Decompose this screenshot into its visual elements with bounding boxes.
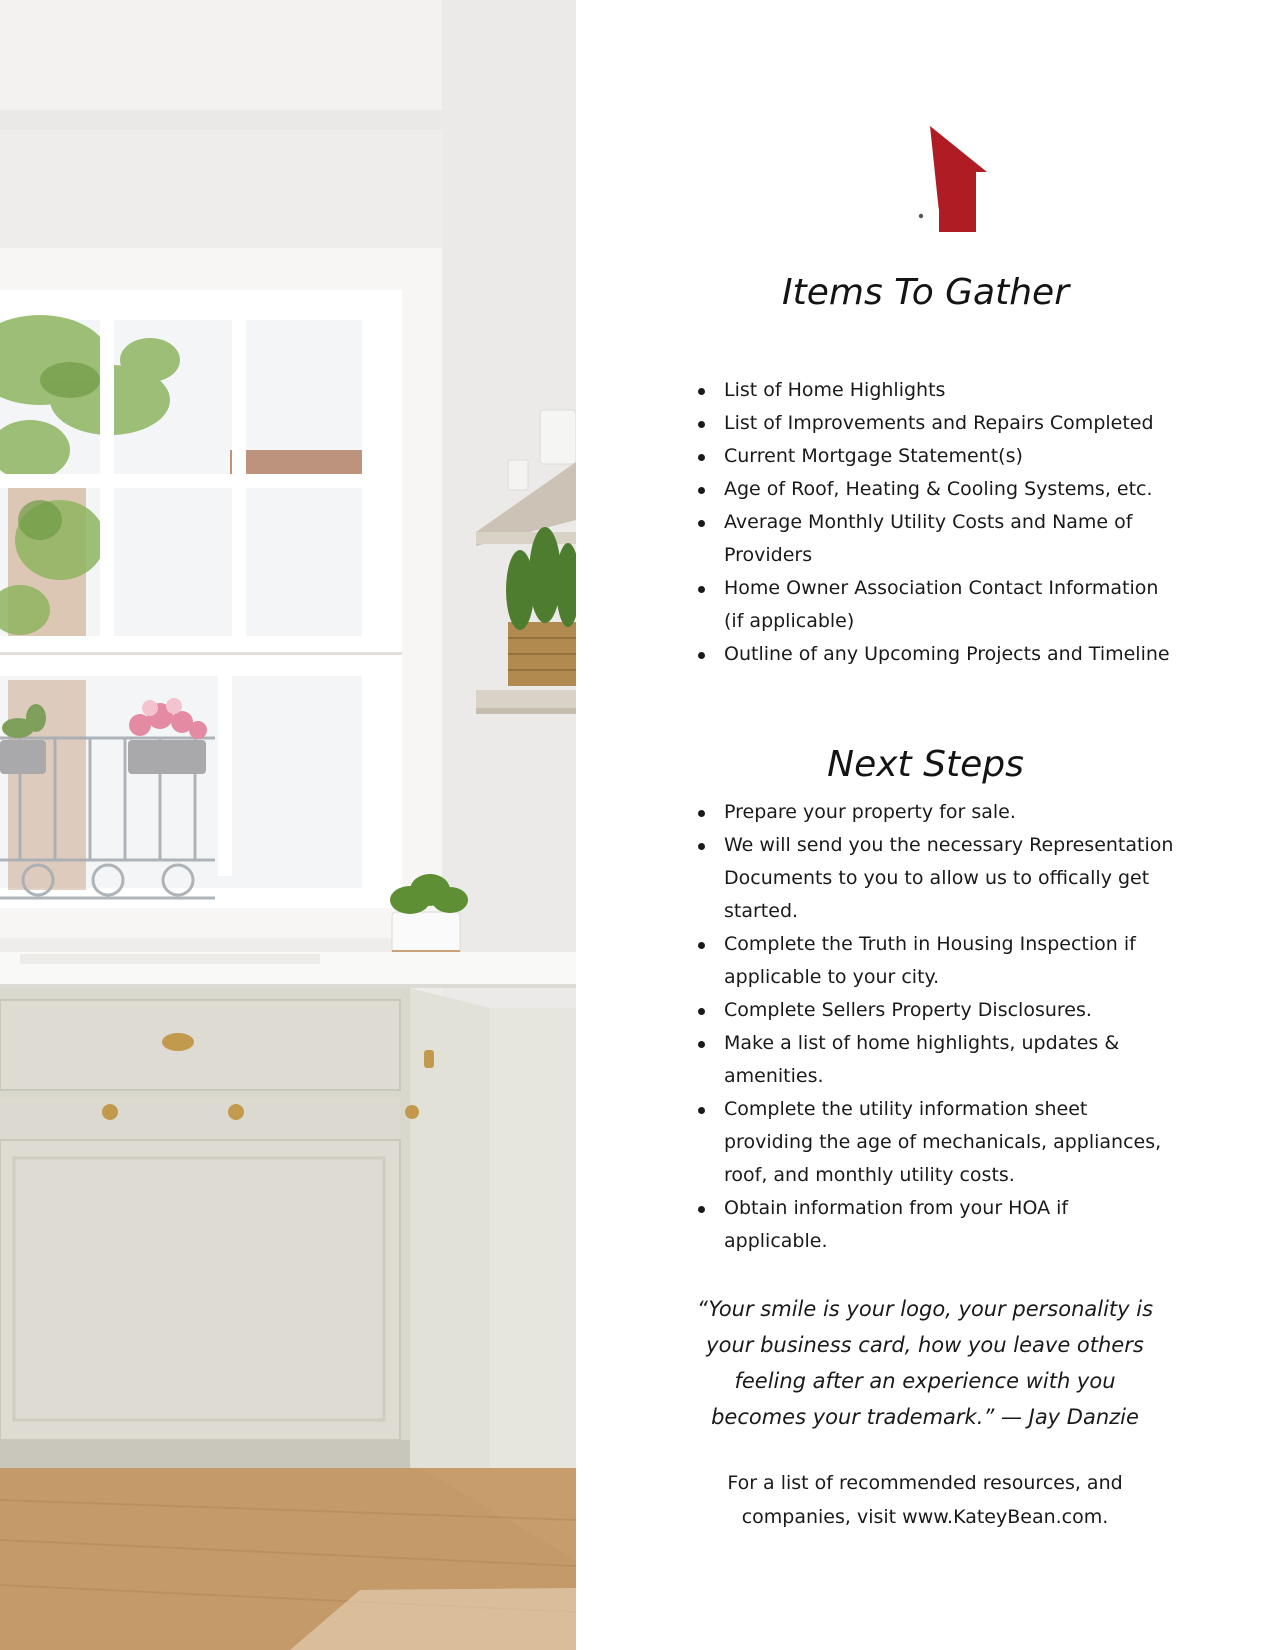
list-item: Average Monthly Utility Costs and Name of Providers (696, 506, 1176, 572)
next-steps-heading: Next Steps (827, 744, 1024, 785)
list-item: Prepare your property for sale. (696, 796, 1176, 829)
list-item: We will send you the necessary Representation Documents to you to allow us to offically get started. (696, 829, 1176, 928)
list-item: Complete Sellers Property Disclosures. (696, 994, 1176, 1027)
list-item: List of Home Highlights (696, 374, 1176, 407)
items-to-gather-list (696, 374, 1176, 671)
house-icon (873, 126, 987, 232)
list-item: Current Mortgage Statement(s) (696, 440, 1176, 473)
list-item: Outline of any Upcoming Projects and Timeline (696, 638, 1176, 671)
next-steps-list (696, 796, 1176, 1258)
list-item: Home Owner Association Contact Information (if applicable) (696, 572, 1176, 638)
content-panel (576, 0, 1275, 1650)
list-item: List of Improvements and Repairs Completed (696, 407, 1176, 440)
list-item: Age of Roof, Heating & Cooling Systems, etc. (696, 473, 1176, 506)
quote: “Your smile is your logo, your personality is your business card, how you leave others feeling after an experience with you becomes your trademark.” — Jay Danzie (696, 1297, 1154, 1429)
resources-note: For a list of recommended resources, and companies, visit www.KateyBean.com. (727, 1472, 1123, 1528)
items-to-gather-heading: Items To Gather (782, 272, 1069, 313)
list-item: Complete the Truth in Housing Inspection if applicable to your city. (696, 928, 1176, 994)
list-item: Make a list of home highlights, updates & amenities. (696, 1027, 1176, 1093)
list-item: Obtain information from your HOA if applicable. (696, 1192, 1176, 1258)
list-item: Complete the utility information sheet providing the age of mechanicals, appliances, roof, and monthly utility costs. (696, 1093, 1176, 1192)
kitchen-photo (0, 0, 576, 1650)
